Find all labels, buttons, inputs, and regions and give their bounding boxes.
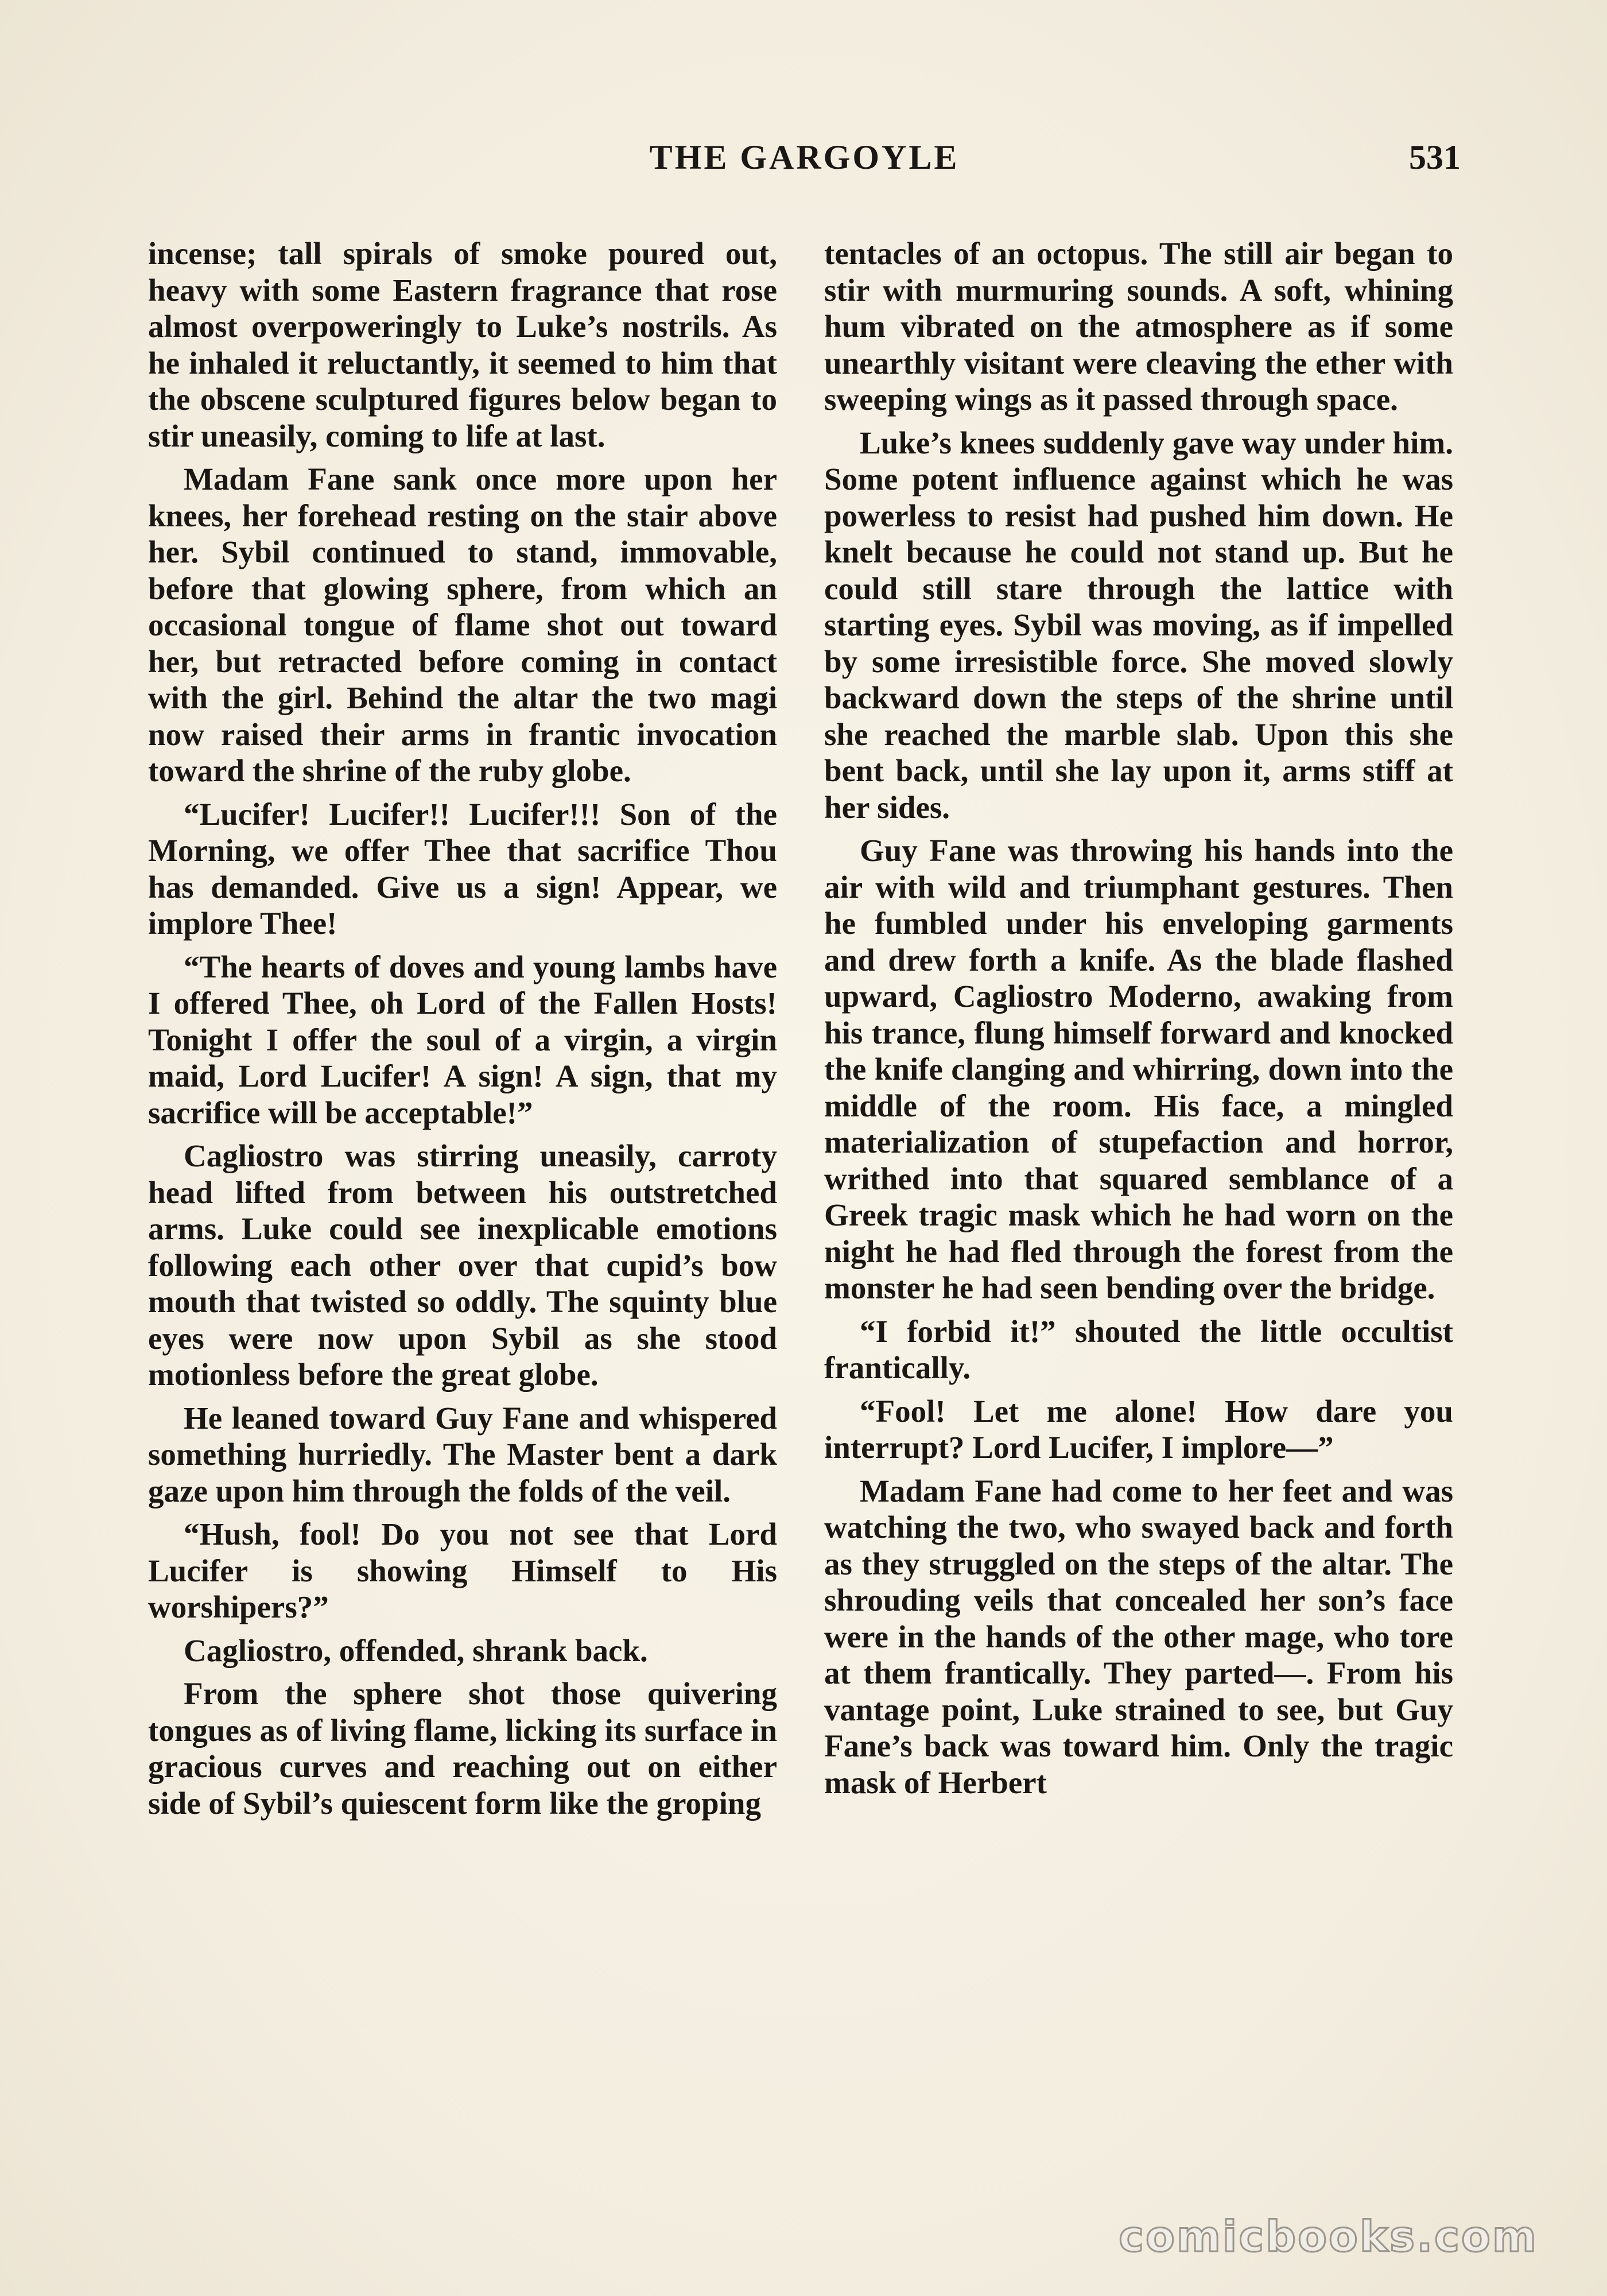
- paragraph: “I forbid it!” shouted the little occultist frantically.: [824, 1313, 1453, 1385]
- paragraph: tentacles of an octopus. The still air began to stir with murmuring sounds. A soft, whining hum vibrated on the atmosphere as if some unearthly visitant were cleaving the ether with sweeping wings as it passed through space.: [824, 236, 1453, 417]
- paragraph: Guy Fane was throwing his hands into the air with wild and triumphant gestures. Then he fumbled under his enveloping garments and drew forth a knife. As the blade flashed upward, Cagliostro Moderno, awaking from his trance, flung himself forward and knocked the knife clanging and whirring, down into the middle of the room. His face, a mingled materialization of stupefaction and horror, writhed into that squared semblance of a Greek tragic mask which he had worn on the night he had fled through the forest from the monster he had seen bending over the bridge.: [824, 833, 1453, 1305]
- paragraph: Madam Fane had come to her feet and was watching the two, who swayed back and forth as they struggled on the steps of the altar. The shrouding veils that concealed her son’s face were in the hands of the other mage, who tore at them frantically. They parted—. From his vantage point, Luke strained to see, but Guy Fane’s back was toward him. Only the tragic mask of Herbert: [824, 1473, 1453, 1800]
- right-column: [824, 235, 1453, 2147]
- paragraph: From the sphere shot those quivering tongues as of living flame, licking its surface in gracious curves and reaching out on either side of Sybil’s quiescent form like the groping: [148, 1676, 777, 1821]
- paragraph: “Fool! Let me alone! How dare you interrupt? Lord Lucifer, I implore—”: [824, 1393, 1453, 1465]
- paragraph: Cagliostro, offended, shrank back.: [184, 1632, 648, 1668]
- paragraph: “Hush, fool! Do you not see that Lord Lucifer is showing Himself to His worshipers?”: [148, 1517, 777, 1624]
- paragraph: “The hearts of doves and young lambs have I offered Thee, oh Lord of the Fallen Hosts! Tonight I offer the soul of a virgin, a virgin maid, Lord Lucifer! A sign! A sign, that my sacrifice will be acceptable!”: [148, 949, 777, 1130]
- watermark: comicbooks.com: [1119, 2212, 1538, 2262]
- paragraph: incense; tall spirals of smoke poured out, heavy with some Eastern fragrance that rose almost overpoweringly to Luke’s nostrils. As he inhaled it reluctantly, it seemed to him that the obscene sculptured figures below began to stir uneasily, coming to life at last.: [148, 236, 777, 453]
- page-number: 531: [1409, 138, 1461, 176]
- paragraph: Luke’s knees suddenly gave way under him. Some potent influence against which he was powerless to resist had pushed him down. He knelt because he could not stand up. But he could still stare through the lattice with starting eyes. Sybil was moving, as if impelled by some irresistible force. She moved slowly backward down the steps of the shrine until she reached the marble slab. Upon this she bent back, until she lay upon it, arms stiff at her sides.: [824, 425, 1453, 825]
- paragraph: Madam Fane sank once more upon her knees, her forehead resting on the stair above her. Sybil continued to stand, immovable, before that glowing sphere, from which an occasional tongue of flame shot out toward her, but retracted before coming in contact with the girl. Behind the altar the two magi now raised their arms in frantic invocation toward the shrine of the ruby globe.: [148, 461, 777, 788]
- paragraph: “Lucifer! Lucifer!! Lucifer!!! Son of the Morning, we offer Thee that sacrifice Thou has demanded. Give us a sign! Appear, we implore Thee!: [148, 796, 777, 941]
- left-column: [148, 235, 777, 2147]
- running-head: [148, 138, 1461, 189]
- paragraph: Cagliostro was stirring uneasily, carroty head lifted from between his outstretched arms. Luke could see inexplicable emotions following each other over that cupid’s bow mouth that twisted so oddly. The squinty blue eyes were now upon Sybil as she stood motionless before the great globe.: [148, 1138, 777, 1392]
- paragraph: He leaned toward Guy Fane and whispered something hurriedly. The Master bent a dark gaze upon him through the folds of the veil.: [148, 1400, 777, 1508]
- running-title: THE GARGOYLE: [649, 138, 960, 176]
